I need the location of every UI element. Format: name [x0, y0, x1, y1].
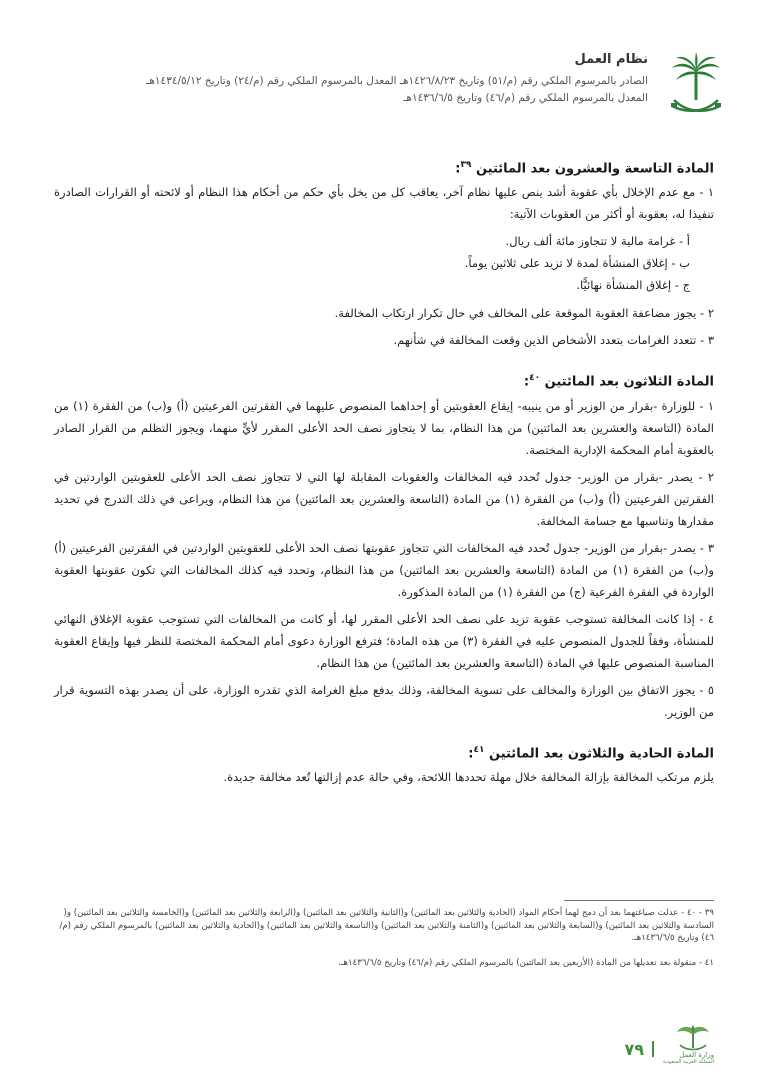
- page-number-separator: [652, 1041, 654, 1057]
- article-heading: المادة الثلاثون بعد المائتين $^{٤٠}$:: [523, 373, 714, 390]
- sub-items: [54, 230, 714, 296]
- footnote: ٤١ - منقولة بعد تعديلها من المادة (الأربعين بعد المائتين) بالمرسوم الملكي رقم (م/٤٦) وتاريخ ١٤٣٦/٦/٥هـ.: [338, 957, 714, 968]
- footnote-ref[interactable]: ٤١: [473, 744, 485, 755]
- page-header: [72, 44, 724, 124]
- sub-item: ب - إغلاق المنشأة لمدة لا تزيد على ثلاثين يوماً.: [464, 256, 690, 271]
- footnote-ref[interactable]: ٣٩: [460, 160, 472, 170]
- footnote-ref[interactable]: ٤٠: [529, 373, 541, 384]
- footnote-divider: [564, 900, 714, 901]
- article-229: [54, 160, 714, 351]
- article-231: [54, 745, 714, 788]
- article-item: ١ - مع عدم الإخلال بأي عقوبة أشد ينص عليها نظام آخر، يعاقب كل من يخل بأي حكم من أحكام هذا النظام أو لائحته أو القرارات الصادرة تنفيذا له، بعقوبة أو أكثر من العقوبات الآتية:: [54, 185, 714, 222]
- article-heading: المادة التاسعة والعشرون بعد المائتين $^{٣٩}$:: [455, 160, 714, 177]
- article-item: ٣ - تتعدد الغرامات بتعدد الأشخاص الذين وقعت المخالفة في شأنهم.: [393, 333, 714, 348]
- footnote: ٣٩ - ٤٠ - عدلت صياغتهما بعد أن دمج لهما أحكام المواد (الحادية والثلاثين بعد المائتين) و(الثانية والثلاثين بعد المائتين) و(الرابعة والثلاثين بعد المائتين) و(الخامسة والثلاثين بعد المائتين) و( السادسة والثلاثين بعد المائتين) و(السابعة والثلاثين بعد المائتين) و(الثامنة والثلاثين بعد المائتين) و(التاسعة والثلاثين بعد المائتين) و(الحادية والثلاثين بعد المائتين) بالمرسوم الملكي رقم (م/٤٦) وتاريخ ١٤٣٦/٦/٥هـ.: [59, 908, 714, 943]
- law-amendment-line: المعدل بالمرسوم الملكي رقم (م/٤٦) وتاريخ ١٤٣٦/٦/٥هـ: [403, 92, 648, 104]
- article-item: يلزم مرتكب المخالفة بإزالة المخالفة خلال مهلة تحددها اللائحة، وفي حالة عدم إزالتها تُعد مخالفة جديدة.: [223, 769, 714, 784]
- article-item: ٥ - يجوز الاتفاق بين الوزارة والمخالف على تسوية المخالفة، وذلك بدفع مبلغ الغرامة الذي تقدره الوزارة، على أن يصدر بهذه التسوية قرار من الوزير.: [54, 682, 714, 719]
- article-item: ٢ - يصدر -بقرار من الوزير- جدول تُحدد فيه المخالفات والعقوبات المقابلة لها التي لا تتجاوز نصف الحد الأعلى للعقوبتين الواردتين في الفقرتين الفرعيتين (أ) و(ب) من الفقرة (١) من المادة (التاسعة والعشرين بعد المائتين) من هذا النظام، ويراعى في ذلك التدرج في تحديد مقدارها وتناسبها مع جسامة المخالفة.: [54, 469, 714, 528]
- page-number: ٧٩: [624, 1040, 644, 1059]
- page-footer: [54, 1023, 714, 1067]
- article-230: [54, 373, 714, 722]
- article-item: ٤ - إذا كانت المخالفة تستوجب عقوبة تزيد على نصف الحد الأعلى المقرر لها، أو كانت من المخالفات التي تستوجب عقوبة الإغلاق النهائي للمنشأة، وفقاً للجدول المنصوص عليه في الفقرة (٣) من هذه المادة؛ فترفع الوزارة دعوى أمام المحكمة المختصة للنظر فيها وإيقاع العقوبة المناسبة المنصوص عليها في المادة (التاسعة والعشرين بعد المائتين) من هذا النظام.: [54, 611, 714, 670]
- article-item: ٢ - يجوز مضاعفة العقوبة الموقعة على المخالف في حال تكرار ارتكاب المخالفة.: [334, 306, 714, 321]
- sub-item: أ - غرامة مالية لا تتجاوز مائة ألف ريال.: [505, 234, 690, 249]
- document-body: [54, 160, 714, 810]
- article-item: ١ - للوزارة -بقرار من الوزير أو من ينيبه- إيقاع العقوبتين أو إحداهما المنصوص عليهما في الفقرتين الفرعيتين (أ) و(ب) من الفقرة (١) من المادة (التاسعة والعشرين بعد المائتين) من هذا النظام، بما لا يتجاوز نصف الحد الأعلى المقرر لأيٍّ منهما، ويجوز التظلم من القرار الصادر بالعقوبة أمام المحكمة الإدارية المختصة.: [54, 398, 714, 457]
- saudi-emblem-icon: [668, 52, 724, 124]
- article-item: ٣ - يصدر -بقرار من الوزير- جدول تُحدد فيه المخالفات التي تتجاوز عقوبتها نصف الحد الأعلى للعقوبتين الواردتين في الفقرتين الفرعيتين (أ) و(ب) من الفقرة (١) من المادة (التاسعة والعشرين بعد المائتين) من هذا النظام، وتحدد فيه كذلك المخالفات التي تكون عقوبتها العقوبة الواردة في الفقرة الفرعية (ج) من الفقرة (١) من المادة المذكورة.: [54, 540, 714, 599]
- law-issuance-line: الصادر بالمرسوم الملكي رقم (م/٥١) وتاريخ ١٤٢٦/٨/٢٣هـ المعدل بالمرسوم الملكي رقم (م/٢٤) وتاريخ ١٤٣٤/٥/١٢هـ: [146, 75, 648, 87]
- sub-item: ج - إغلاق المنشأة نهائيًّا.: [576, 278, 690, 293]
- law-title: نظام العمل: [574, 52, 648, 67]
- header-text: [72, 52, 648, 107]
- footnotes: [54, 900, 714, 969]
- article-heading: المادة الحادية والثلاثون بعد المائتين $^{٤١}$:: [468, 744, 714, 761]
- ministry-name: وزارة العمل المملكة العربية السعودية: [662, 1051, 714, 1065]
